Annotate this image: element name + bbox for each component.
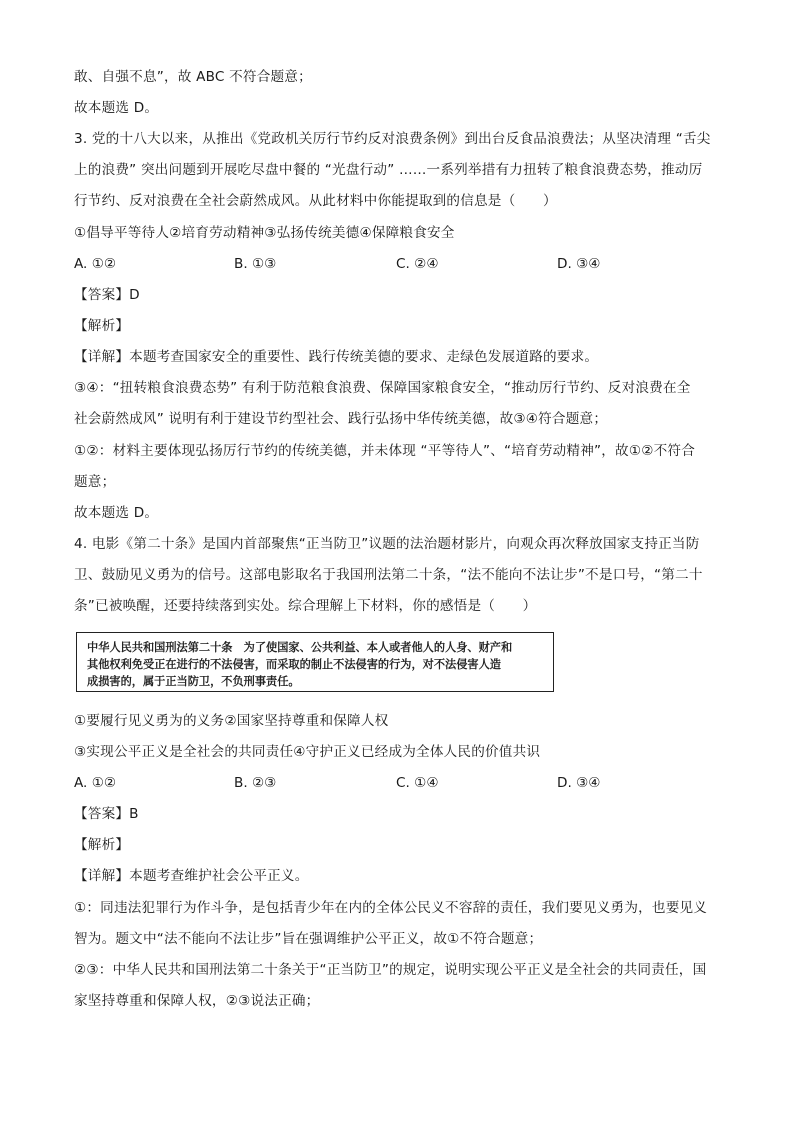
q3-option-d: D. ③④ (557, 256, 601, 272)
q4-option-d: D. ③④ (557, 775, 601, 791)
q3-explanation-line: 题意； (74, 474, 116, 490)
q2-tail-line: 敢、自强不息”，故 ABC 不符合题意； (74, 69, 312, 85)
q3-choices: ①倡导平等待人②培育劳动精神③弘扬传统美德④保障粮食安全 (74, 225, 455, 241)
q4-stem-line: 卫、鼓励见义勇为的信号。这部电影取名于我国刑法第二十条，“法不能向不法让步”不是口号，“第二十 (74, 567, 703, 583)
q3-stem-line: 3. 党的十八大以来，从推出《党政机关厉行节约反对浪费条例》到出台反食品浪费法；从坚决清理 “舌尖 (74, 131, 711, 147)
q3-option-b: B. ①③ (234, 256, 277, 272)
q4-option-b: B. ②③ (234, 775, 277, 791)
q4-option-c: C. ①④ (396, 775, 439, 791)
q3-explanation-line: ①②：材料主要体现弘扬厉行节约的传统美德，并未体现 “平等待人”、“培育劳动精神”，故①②不符合 (74, 443, 695, 459)
q3-stem-line: 上的浪费” 突出问题到开展吃尽盘中餐的 “光盘行动” ……一系列举措有力扭转了粮食浪费态势，推动厉 (74, 162, 703, 178)
q3-analysis-label: 【解析】 (74, 318, 130, 334)
q4-detail: 【详解】本题考查维护社会公平正义。 (74, 868, 309, 884)
q4-analysis-label: 【解析】 (74, 837, 130, 853)
law-excerpt-line: 中华人民共和国刑法第二十条 为了使国家、公共利益、本人或者他人的人身、财产和 (87, 640, 513, 654)
q4-choices-line: ①要履行见义勇为的义务②国家坚持尊重和保障人权 (74, 713, 389, 729)
q4-answer: 【答案】B (74, 806, 139, 822)
q3-detail: 【详解】本题考查国家安全的重要性、践行传统美德的要求、走绿色发展道路的要求。 (74, 349, 599, 365)
q4-explanation-line: 家坚持尊重和保障人权，②③说法正确； (74, 993, 320, 1009)
q4-stem-line: 4. 电影《第二十条》是国内首部聚焦“正当防卫”议题的法治题材影片，向观众再次释放国家支持正当防 (74, 536, 700, 552)
law-excerpt-line: 其他权利免受正在进行的不法侵害，而采取的制止不法侵害的行为，对不法侵害人造 (87, 657, 501, 671)
q3-answer: 【答案】D (74, 287, 140, 303)
q2-conclusion: 故本题选 D。 (74, 100, 159, 116)
q3-explanation-line: ③④：“扭转粮食浪费态势” 有利于防范粮食浪费、保障国家粮食安全，“推动厉行节约、反对浪费在全 (74, 380, 691, 396)
q4-stem-line: 条”已被唤醒，还要持续落到实处。综合理解上下材料，你的感悟是（ ） (74, 598, 537, 614)
q3-stem-line: 行节约、反对浪费在全社会蔚然成风。从此材料中你能提取到的信息是（ ） (74, 193, 557, 209)
q4-choices-line: ③实现公平正义是全社会的共同责任④守护正义已经成为全体人民的价值共识 (74, 744, 541, 760)
q4-option-a: A. ①② (74, 775, 117, 791)
q4-explanation-line: 智为。题文中“法不能向不法让步”旨在强调维护公平正义，故①不符合题意； (74, 931, 543, 947)
q3-conclusion: 故本题选 D。 (74, 505, 159, 521)
q4-explanation-line: ②③：中华人民共和国刑法第二十条关于“正当防卫”的规定，说明实现公平正义是全社会的共同责任，国 (74, 962, 707, 978)
q3-option-a: A. ①② (74, 256, 117, 272)
q3-option-c: C. ②④ (396, 256, 439, 272)
law-excerpt-box (76, 632, 554, 692)
q3-explanation-line: 社会蔚然成风” 说明有利于建设节约型社会、践行弘扬中华传统美德，故③④符合题意； (74, 411, 608, 427)
law-excerpt-line: 成损害的，属于正当防卫，不负刑事责任。 (87, 674, 300, 688)
q4-explanation-line: ①：同违法犯罪行为作斗争，是包括青少年在内的全体公民义不容辞的责任，我们要见义勇为，也要见义 (74, 900, 708, 916)
